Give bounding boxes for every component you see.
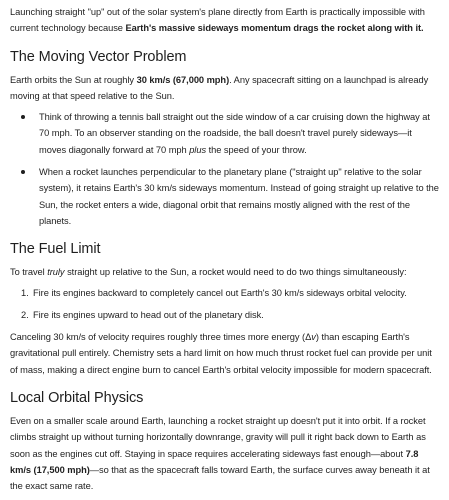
intro-bold-text: Earth's massive sideways momentum drags the rocket along with it. xyxy=(125,23,424,34)
bullet-text: When a rocket launches perpendicular to the planetary plane ("straight up" relative to the solar system), it retains Earth's 30 km/s sideways momentum. Instead of going straight up relative to the Sun, the rocket enters a wide, diagonal orbit that remains mostly aligned with the rest of the planets. xyxy=(39,167,439,226)
local-text-1: Even on a smaller scale around Earth, launching a rocket straight up doesn't put it into orbit. If a rocket climbs straight up without turning horizontally downrange, gravity will pull it right back down to Earth as soon as the engines cut off. Staying in space requires accelerating sideways fast enough—about xyxy=(10,416,426,459)
bullet-text-2: the speed of your throw. xyxy=(206,144,307,155)
fuel-text-1: To travel xyxy=(10,267,48,278)
bullet-dot-icon xyxy=(21,115,25,119)
intro-text: Launching straight "up" out of the solar system's plane directly from Earth is practically impossible with current technology because xyxy=(10,7,425,34)
list-number: 2. xyxy=(21,309,29,320)
list-item-text: Fire its engines backward to completely cancel out Earth's 30 km/s sideways orbital velocity. xyxy=(33,287,407,298)
numbered-item-cancel-velocity xyxy=(10,285,439,301)
vector-bullet-list xyxy=(10,109,439,229)
local-paragraph xyxy=(10,413,439,494)
list-item-text: Fire its engines upward to head out of the planetary disk. xyxy=(33,309,264,320)
numbered-item-head-out xyxy=(10,307,439,323)
vector-bold-speed: 30 km/s (67,000 mph) xyxy=(136,74,230,85)
fuel-numbered-list xyxy=(10,285,439,324)
delta-symbol: Δ xyxy=(305,332,312,343)
bullet-text-1: Think of throwing a tennis ball straight out the side window of a car cruising down the highway at 70 mph. To an observer standing on the roadside, the ball doesn't travel purely sideways—it moves diagonally forward at 70 mph xyxy=(39,112,430,155)
velocity-symbol: v xyxy=(311,332,316,343)
intro-paragraph xyxy=(10,4,439,37)
list-number: 1. xyxy=(21,287,29,298)
energy-text-1: Canceling 30 km/s of velocity requires roughly three times more energy ( xyxy=(10,332,306,343)
bullet-item-perpendicular-launch xyxy=(10,164,439,229)
bullet-item-tennis-ball xyxy=(10,109,439,158)
local-bold-speed: 7.8 km/s (17,500 mph) xyxy=(10,448,419,475)
bullet-dot-icon xyxy=(21,170,25,174)
vector-text-2: . Any spacecraft sitting on a launchpad is already moving at that speed relative to the Sun. xyxy=(10,74,429,101)
section-heading-local-orbital: Local Orbital Physics xyxy=(10,390,144,407)
bullet-italic-text: plus xyxy=(189,144,207,155)
local-text-2: —so that as the spacecraft falls toward Earth, the surface curves away beneath it at the exact same rate. xyxy=(10,464,430,492)
fuel-text-2: straight up relative to the Sun, a rocket would need to do two things simultaneously: xyxy=(64,267,407,278)
fuel-paragraph xyxy=(10,264,439,280)
section-heading-moving-vector: The Moving Vector Problem xyxy=(10,48,187,65)
energy-text-2: ) than escaping Earth's gravitational pull entirely. Chemistry sets a hard limit on how much thrust rocket fuel can provide per unit of mass, making a direct engine burn to cancel Earth's orbital velocity impossible for modern spacecraft. xyxy=(10,332,432,375)
fuel-italic-text: truly xyxy=(47,267,65,278)
vector-paragraph xyxy=(10,72,439,105)
energy-paragraph xyxy=(10,329,439,378)
section-heading-fuel-limit: The Fuel Limit xyxy=(10,241,101,258)
vector-text-1: Earth orbits the Sun at roughly xyxy=(10,74,137,85)
